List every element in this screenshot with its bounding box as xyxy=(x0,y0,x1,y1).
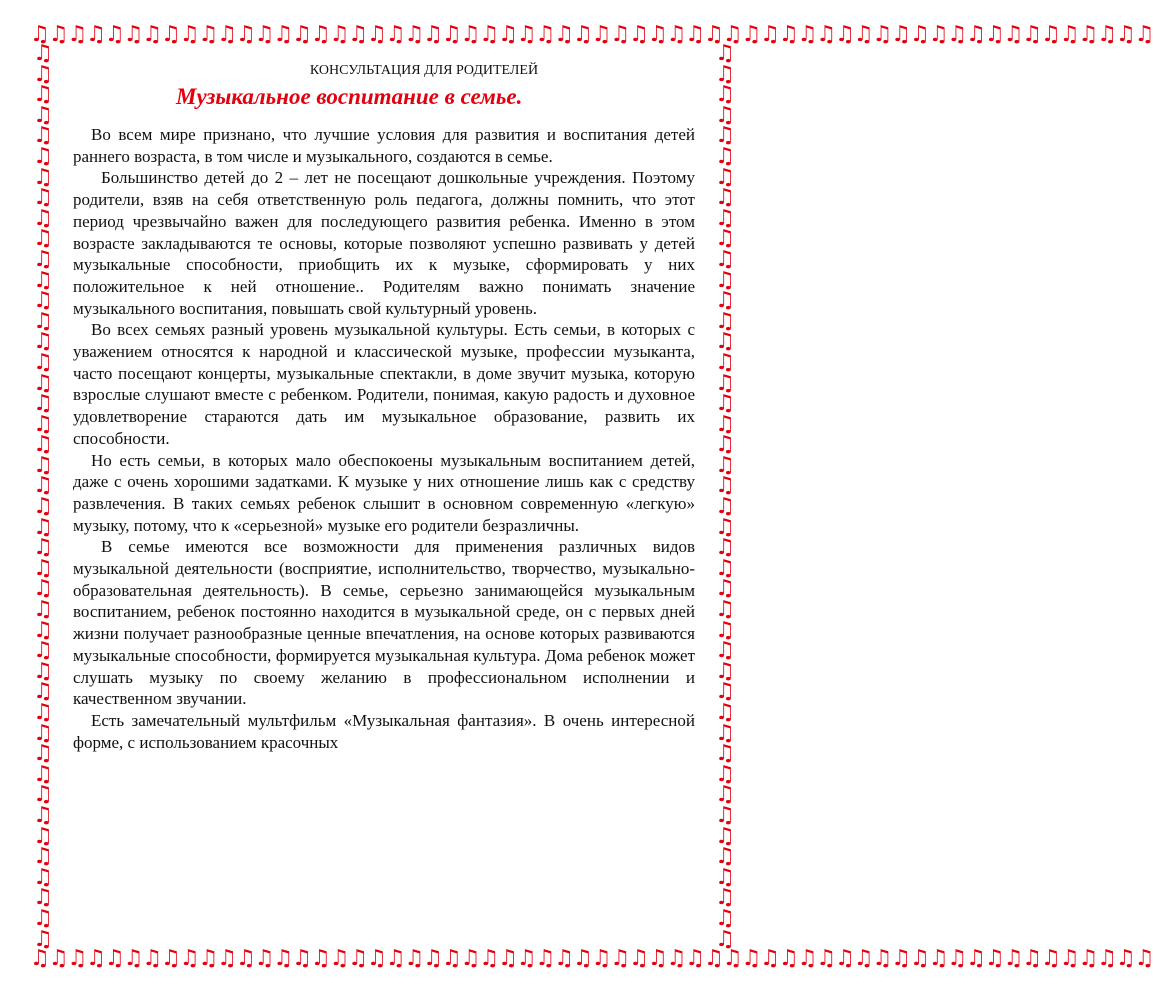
music-note-border-bottom: ♫♫♫♫♫♫♫♫♫♫♫♫♫♫♫♫♫♫♫♫♫♫♫♫♫♫♫♫♫♫♫♫♫♫♫♫♫♫♫♫♫♫♫♫♫♫♫♫♫♫♫♫♫♫♫♫♫♫♫♫ xyxy=(30,946,1153,971)
music-note-border-top: ♫♫♫♫♫♫♫♫♫♫♫♫♫♫♫♫♫♫♫♫♫♫♫♫♫♫♫♫♫♫♫♫♫♫♫♫♫♫♫♫♫♫♫♫♫♫♫♫♫♫♫♫♫♫♫♫♫♫♫♫ xyxy=(30,22,1153,47)
paragraph-2: Большинство детей до 2 – лет не посещают дошкольные учреждения. Поэтому родители, взяв на себя ответственную роль педагога, должны помнить, что этот период чрезвычайно важен для последующего развития ребенка. Именно в этом возрасте закладываются те основы, которые позволяют успешно развивать у детей музыкальные способности, приобщить их к музыке, сформировать у них положительное к ней отношение.. Родителям важно понимать значение музыкального воспитания, повышать свой культурный уровень. xyxy=(73,168,695,318)
paragraph-1: Во всем мире признано, что лучшие условия для развития и воспитания детей раннего возраста, в том числе и музыкального, создаются в семье. xyxy=(73,125,695,166)
paragraph-4: Но есть семьи, в которых мало обеспокоены музыкальным воспитанием детей, даже с очень хорошими задатками. К музыке у них отношение лишь как с средству развлечения. В таких семьях ребенок слышит в основном современную «легкую» музыку, потому, что к «серьезной» музыке его родители безразличны. xyxy=(73,450,695,535)
document-subtitle: КОНСУЛЬТАЦИЯ ДЛЯ РОДИТЕЛЕЙ xyxy=(309,63,539,78)
paragraph-5: В семье имеются все возможности для применения различных видов музыкальной деятельности (восприятие, исполнительство, творчество, музыкально-образовательная деятельность). В семье, серьезно занимающейся музыкальным воспитанием, ребенок постоянно находится в музыкальной среде, он с первых дней жизни получает разнообразные ценные впечатления, на основе которых развиваются музыкальные способности, формируется музыкальная культура. Дома ребенок может слушать музыку по своему желанию в профессиональном исполнении и качественном звучании. xyxy=(73,537,695,709)
paragraph-6: Есть замечательный мультфильм «Музыкальная фантазия». В очень интересной форме, с использованием красочных xyxy=(73,710,695,752)
document-body xyxy=(73,124,695,753)
document-title: Музыкальное воспитание в семье. xyxy=(176,84,523,109)
music-note-border-left: ♫ ♫ ♫ ♫ ♫ ♫ ♫ ♫ ♫ ♫ ♫ ♫ ♫ ♫ ♫ ♫ ♫ ♫ ♫ ♫ ♫ ♫ ♫ ♫ ♫ ♫ ♫ ♫ ♫ ♫ ♫ ♫ ♫ ♫ ♫ ♫ ♫ ♫ ♫ ♫ ♫ ♫ ♫ ♫ xyxy=(33,41,53,952)
document-content xyxy=(73,60,695,753)
paragraph-3: Во всех семьях разный уровень музыкальной культуры. Есть семьи, в которых с уважением относятся к народной и классической музыке, профессии музыканта, часто посещают концерты, музыкальные спектакли, в доме звучит музыка, которую взрослые слушают вместе с ребенком. Родители, понимая, какую радость и духовное удовлетворение стараются дать им музыкальное образование, развить их способности. xyxy=(73,320,695,448)
music-note-border-right: ♫ ♫ ♫ ♫ ♫ ♫ ♫ ♫ ♫ ♫ ♫ ♫ ♫ ♫ ♫ ♫ ♫ ♫ ♫ ♫ ♫ ♫ ♫ ♫ ♫ ♫ ♫ ♫ ♫ ♫ ♫ ♫ ♫ ♫ ♫ ♫ ♫ ♫ ♫ ♫ ♫ ♫ ♫ ♫ xyxy=(715,41,735,952)
